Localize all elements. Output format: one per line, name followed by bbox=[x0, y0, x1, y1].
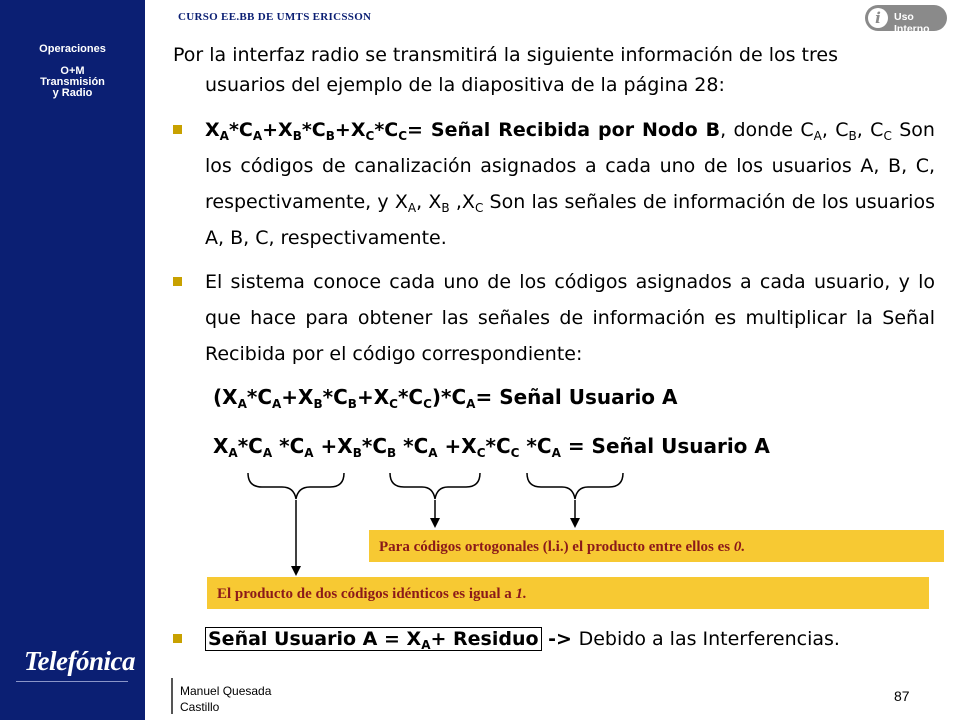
result-box-text: Señal Usuario A = X bbox=[208, 628, 422, 650]
bullet3-text bbox=[205, 621, 935, 657]
bullet1-text-c: Son las señales de información de los usuarios A, B, C, respectivamente. bbox=[205, 191, 935, 249]
bullet-marker bbox=[173, 634, 185, 646]
bullet1-text: $X_A*C_A+X_B*C_B+X_C*C_C=$ Señal Recibida por Nodo B, donde $C_A$, $C_B$, $C_C$ Son los códigos de canalización asignados a cada uno de los usuarios A, B, C, respectivamente, y $X_A$, $X_B$ $,X_C$ Son las señales de información de los usuarios A, B, C, respectivamente. bbox=[205, 119, 935, 249]
telefonica-logo: Telefónica bbox=[24, 646, 135, 676]
course-header: CURSO EE.BB DE UMTS ERICSSON bbox=[178, 11, 372, 23]
page-number: 87 bbox=[894, 688, 910, 704]
sidebar-title-line4: y Radio bbox=[52, 87, 93, 99]
sidebar-title-line2: O+M bbox=[60, 65, 85, 77]
intro-second-line: usuarios del ejemplo de la diapositiva de la página 28: bbox=[205, 74, 725, 96]
footer-divider bbox=[171, 678, 173, 714]
identical-codes-callout bbox=[207, 577, 929, 609]
orthogonal-callout-value: 0. bbox=[733, 539, 746, 555]
info-icon: i bbox=[868, 8, 888, 28]
sidebar-title-line1: Operaciones bbox=[39, 43, 106, 55]
bullet2-text: El sistema conoce cada uno de los códigos asignados a cada usuario, y lo que hace para obtener las señales de información es multiplicar la Señal Recibida por el código correspondiente: bbox=[205, 271, 935, 365]
arrowhead-b bbox=[430, 518, 440, 528]
equation-1-result: = Señal Usuario A bbox=[475, 385, 678, 409]
brace-term-c bbox=[527, 473, 623, 499]
bullet1-text-b: Son los códigos de canalización asignados a cada uno de los usuarios A, B, C, respectivamente, y X bbox=[205, 119, 935, 213]
identical-callout-text: El producto de dos códigos idénticos es igual a bbox=[217, 586, 516, 602]
equation-2: $X_A*C_A$ $*C_A +X_B*C_B$ $*C_A +X_C*C_C$ $*C_A$ = Señal Usuario A bbox=[213, 434, 770, 460]
identical-callout-value: 1. bbox=[515, 586, 527, 602]
orthogonal-callout-text: Para códigos ortogonales (l.i.) el producto entre ellos es bbox=[379, 539, 734, 555]
result-explanation: Debido a las Interferencias. bbox=[578, 628, 840, 650]
footer-author-line1: Manuel Quesada bbox=[180, 684, 272, 698]
footer-author-line2: Castillo bbox=[180, 700, 220, 714]
result-arrow: -> bbox=[541, 628, 579, 650]
brace-term-a bbox=[248, 473, 344, 499]
equation-2-result: = Señal Usuario A bbox=[560, 434, 770, 458]
badge-label: Uso Interno bbox=[894, 11, 930, 35]
result-box: Señal Usuario $A = X_A+$ Residuo bbox=[205, 627, 542, 651]
bullet1-text-a: , donde C bbox=[720, 119, 814, 141]
brace-term-b bbox=[390, 473, 480, 499]
bullet1-equation-result: = Señal Recibida por Nodo B bbox=[407, 119, 721, 141]
sidebar-title-line3: Transmisión bbox=[40, 76, 105, 88]
orthogonal-codes-callout bbox=[369, 530, 944, 562]
result-box-tail: + Residuo bbox=[430, 628, 539, 650]
arrowhead-c bbox=[570, 518, 580, 528]
equation-1: $(X_A*C_A+X_B*C_B+X_C*C_C)*C_A=$ Señal Usuario A bbox=[213, 385, 678, 411]
intro-first-line: Por la interfaz radio se transmitirá la siguiente información de los tres bbox=[173, 44, 838, 66]
arrowhead-a bbox=[291, 566, 301, 576]
